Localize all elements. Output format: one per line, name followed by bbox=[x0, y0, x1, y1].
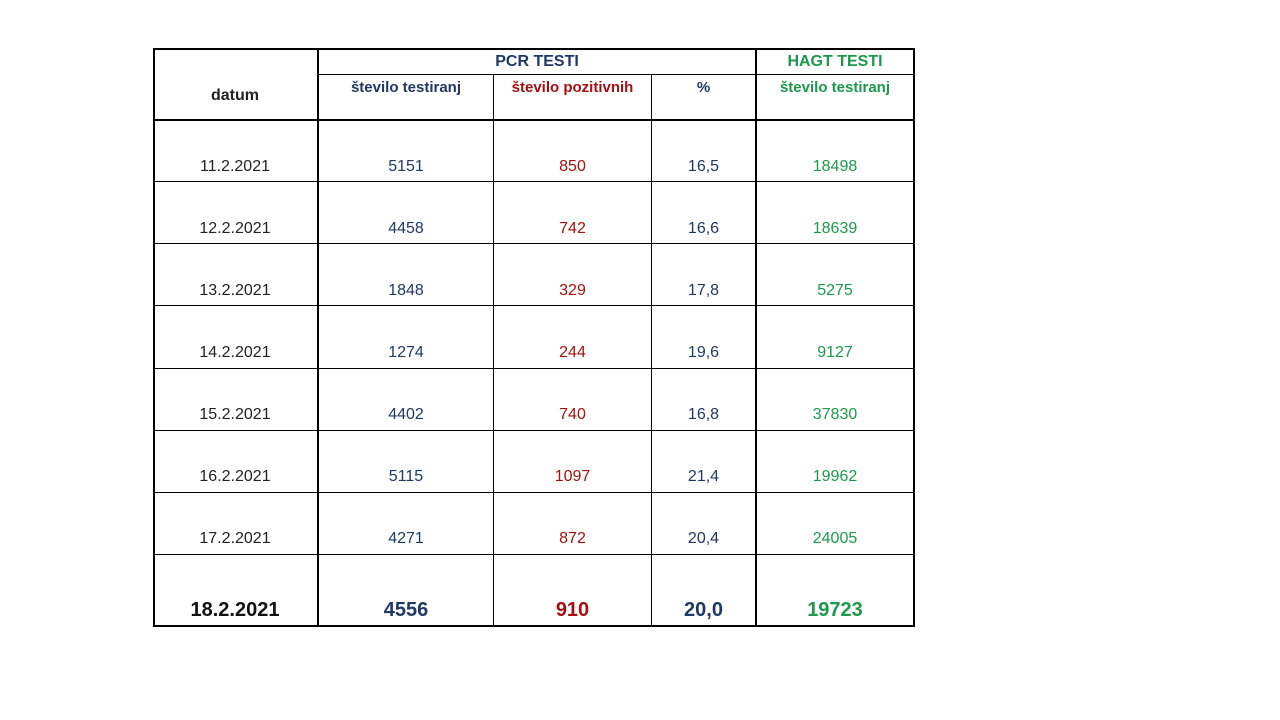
group-header-underline bbox=[317, 74, 915, 75]
row-separator bbox=[153, 430, 915, 431]
row-pcr-positive: 850 bbox=[559, 158, 586, 175]
latest-hagt-tests: 19723 bbox=[807, 598, 863, 621]
latest-date: 18.2.2021 bbox=[190, 598, 280, 621]
row-separator bbox=[153, 492, 915, 493]
row-percent: 17,8 bbox=[687, 282, 720, 299]
row-hagt-tests: 24005 bbox=[812, 530, 858, 547]
row-pcr-tests: 4271 bbox=[388, 530, 424, 547]
row-pcr-tests: 5151 bbox=[388, 158, 424, 175]
row-date: 14.2.2021 bbox=[199, 344, 271, 361]
latest-pcr-positive: 910 bbox=[555, 598, 590, 621]
row-pcr-tests: 5115 bbox=[388, 468, 424, 485]
row-hagt-tests: 9127 bbox=[817, 344, 853, 361]
header-hagt-group: HAGT TESTI bbox=[787, 53, 883, 70]
row-separator bbox=[153, 554, 915, 555]
row-pcr-positive: 740 bbox=[559, 406, 586, 423]
row-date: 15.2.2021 bbox=[199, 406, 271, 423]
border-bottom bbox=[153, 625, 915, 627]
row-percent: 20,4 bbox=[687, 530, 720, 547]
row-date: 16.2.2021 bbox=[199, 468, 271, 485]
header-hagt-tests: število testiranj bbox=[779, 78, 891, 96]
row-pcr-positive: 742 bbox=[559, 220, 586, 237]
row-pcr-tests: 4458 bbox=[388, 220, 424, 237]
header-pcr-group: PCR TESTI bbox=[495, 53, 579, 70]
row-percent: 19,6 bbox=[687, 344, 720, 361]
row-hagt-tests: 5275 bbox=[817, 282, 853, 299]
header-pcr-positive: število pozitivnih bbox=[511, 78, 634, 96]
row-hagt-tests: 19962 bbox=[812, 468, 858, 485]
row-percent: 16,8 bbox=[687, 406, 720, 423]
row-percent: 16,5 bbox=[687, 158, 720, 175]
row-percent: 21,4 bbox=[687, 468, 720, 485]
row-pcr-tests: 1274 bbox=[388, 344, 424, 361]
header-pcr-tests: število testiranj bbox=[350, 78, 462, 96]
row-pcr-positive: 244 bbox=[559, 344, 586, 361]
row-pcr-tests: 4402 bbox=[388, 406, 424, 423]
row-date: 13.2.2021 bbox=[199, 282, 271, 299]
row-hagt-tests: 18498 bbox=[812, 158, 858, 175]
row-pcr-tests: 1848 bbox=[388, 282, 424, 299]
header-bottom-line bbox=[153, 119, 915, 121]
header-percent: % bbox=[696, 78, 711, 96]
row-date: 11.2.2021 bbox=[200, 158, 270, 175]
row-percent: 16,6 bbox=[687, 220, 720, 237]
border-right bbox=[913, 48, 915, 627]
latest-pcr-tests: 4556 bbox=[383, 598, 429, 621]
row-hagt-tests: 37830 bbox=[812, 406, 858, 423]
row-date: 17.2.2021 bbox=[199, 530, 271, 547]
row-pcr-positive: 1097 bbox=[554, 468, 591, 485]
testing-table bbox=[153, 48, 915, 627]
latest-percent: 20,0 bbox=[684, 598, 723, 621]
row-pcr-positive: 872 bbox=[559, 530, 586, 547]
row-pcr-positive: 329 bbox=[559, 282, 586, 299]
row-separator bbox=[153, 368, 915, 369]
row-hagt-tests: 18639 bbox=[812, 220, 858, 237]
header-date: datum bbox=[211, 87, 259, 104]
row-date: 12.2.2021 bbox=[199, 220, 271, 237]
